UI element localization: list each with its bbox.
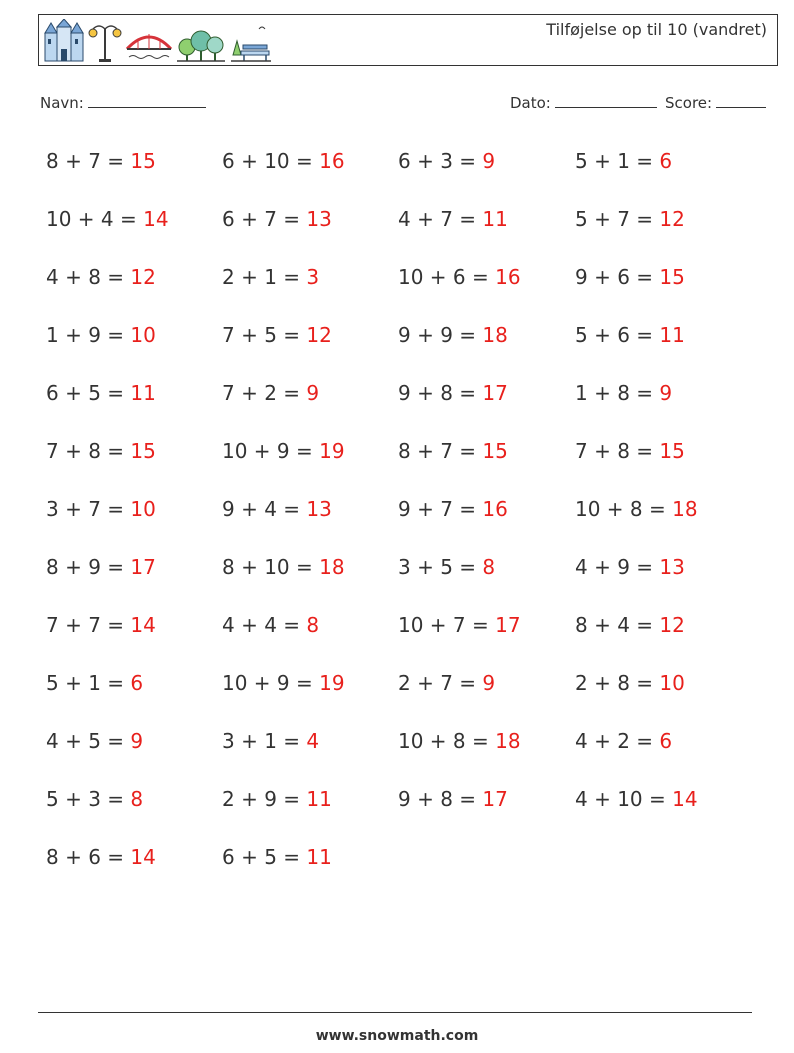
problem-expression: 2 + 1 = (222, 265, 307, 289)
street-lamp-icon (89, 26, 121, 62)
problem-answer: 15 (482, 439, 508, 463)
problem-item (46, 836, 222, 894)
problem-expression: 10 + 9 = (222, 439, 320, 463)
problem-answer: 6 (130, 671, 144, 695)
problem-answer: 13 (659, 555, 685, 579)
problem-expression: 3 + 1 = (222, 729, 307, 753)
problem-item (46, 198, 222, 256)
problem-answer: 12 (130, 265, 156, 289)
problem-expression: 9 + 8 = (398, 787, 483, 811)
date-field (510, 93, 657, 112)
problem-expression: 8 + 7 = (46, 149, 131, 173)
problem-answer: 11 (482, 207, 508, 231)
problem-answer: 15 (659, 439, 685, 463)
problem-expression: 2 + 8 = (575, 671, 660, 695)
problem-answer: 12 (306, 323, 332, 347)
problem-item (222, 546, 398, 604)
problem-item (575, 198, 765, 256)
problem-item (46, 720, 222, 778)
problem-expression: 2 + 7 = (398, 671, 483, 695)
problem-answer: 17 (130, 555, 156, 579)
problem-answer: 11 (659, 323, 685, 347)
problem-item (222, 430, 398, 488)
name-label: Navn: (40, 94, 84, 112)
problem-answer: 12 (659, 207, 685, 231)
problem-item (222, 372, 398, 430)
problem-item (398, 720, 575, 778)
problem-answer: 12 (659, 613, 685, 637)
problem-answer: 8 (130, 787, 144, 811)
problem-expression: 5 + 3 = (46, 787, 131, 811)
problem-expression: 1 + 8 = (575, 381, 660, 405)
problem-answer: 14 (130, 613, 156, 637)
problem-item (222, 778, 398, 836)
problem-item (222, 198, 398, 256)
problem-expression: 7 + 8 = (575, 439, 660, 463)
problem-answer: 8 (482, 555, 496, 579)
problem-expression: 4 + 5 = (46, 729, 131, 753)
problem-answer: 9 (659, 381, 673, 405)
problem-item (575, 256, 765, 314)
problem-answer: 14 (130, 845, 156, 869)
name-blank-line (88, 93, 206, 108)
problem-expression: 7 + 7 = (46, 613, 131, 637)
problem-item (222, 720, 398, 778)
problem-expression: 4 + 9 = (575, 555, 660, 579)
problem-item (575, 488, 765, 546)
problem-answer: 9 (306, 381, 320, 405)
problem-expression: 9 + 8 = (398, 381, 483, 405)
problem-expression: 5 + 6 = (575, 323, 660, 347)
problem-answer: 18 (319, 555, 345, 579)
problem-expression: 8 + 9 = (46, 555, 131, 579)
problem-expression: 10 + 7 = (398, 613, 496, 637)
problem-item (398, 662, 575, 720)
problem-answer: 6 (659, 729, 673, 753)
problem-item (575, 662, 765, 720)
problem-answer: 17 (495, 613, 521, 637)
problem-answer: 13 (306, 497, 332, 521)
problem-expression: 4 + 2 = (575, 729, 660, 753)
problem-item (222, 314, 398, 372)
problem-answer: 16 (482, 497, 508, 521)
problem-answer: 9 (130, 729, 144, 753)
problem-item (46, 546, 222, 604)
problem-answer: 11 (306, 845, 332, 869)
problem-answer: 18 (482, 323, 508, 347)
problem-answer: 19 (319, 671, 345, 695)
problem-item (575, 604, 765, 662)
problem-item (575, 720, 765, 778)
date-blank-line (555, 93, 657, 108)
problem-answer: 4 (306, 729, 320, 753)
problem-item (46, 778, 222, 836)
problem-item (398, 778, 575, 836)
problem-item (575, 546, 765, 604)
problem-answer: 18 (495, 729, 521, 753)
problem-expression: 2 + 9 = (222, 787, 307, 811)
problem-answer: 11 (130, 381, 156, 405)
problem-answer: 8 (306, 613, 320, 637)
problem-expression: 1 + 9 = (46, 323, 131, 347)
worksheet-header (38, 14, 778, 66)
problem-item (222, 140, 398, 198)
problem-item (398, 140, 575, 198)
problem-item (46, 604, 222, 662)
problem-item (46, 372, 222, 430)
problem-expression: 6 + 5 = (222, 845, 307, 869)
problem-answer: 15 (130, 149, 156, 173)
problem-answer: 15 (130, 439, 156, 463)
problem-item (398, 488, 575, 546)
problem-item (398, 430, 575, 488)
problem-expression: 8 + 10 = (222, 555, 320, 579)
problem-item (222, 488, 398, 546)
trees-icon (177, 31, 225, 61)
date-label: Dato: (510, 94, 551, 112)
problem-expression: 9 + 6 = (575, 265, 660, 289)
problem-item (398, 198, 575, 256)
problem-answer: 3 (306, 265, 320, 289)
problem-expression: 8 + 7 = (398, 439, 483, 463)
park-illustration-strip (43, 19, 273, 63)
problem-item (398, 604, 575, 662)
problem-expression: 3 + 7 = (46, 497, 131, 521)
footer-divider (38, 1012, 752, 1013)
problem-item (46, 430, 222, 488)
score-blank-line (716, 93, 766, 108)
problem-expression: 10 + 8 = (398, 729, 496, 753)
problem-answer: 10 (130, 497, 156, 521)
problem-expression: 6 + 7 = (222, 207, 307, 231)
worksheet-title: Tilføjelse op til 10 (vandret) (546, 20, 767, 39)
problem-answer: 10 (130, 323, 156, 347)
problem-answer: 6 (659, 149, 673, 173)
problem-expression: 6 + 3 = (398, 149, 483, 173)
problem-expression: 5 + 1 = (575, 149, 660, 173)
bench-icon (231, 27, 271, 61)
problem-item (46, 140, 222, 198)
problem-item (46, 662, 222, 720)
problem-answer: 17 (482, 381, 508, 405)
problem-expression: 10 + 4 = (46, 207, 144, 231)
problem-answer: 19 (319, 439, 345, 463)
problem-answer: 9 (482, 671, 496, 695)
problem-item (398, 256, 575, 314)
problem-expression: 4 + 10 = (575, 787, 673, 811)
problem-answer: 14 (143, 207, 169, 231)
problem-expression: 4 + 8 = (46, 265, 131, 289)
problem-expression: 7 + 2 = (222, 381, 307, 405)
problem-expression: 7 + 5 = (222, 323, 307, 347)
name-field (40, 93, 206, 112)
problem-answer: 10 (659, 671, 685, 695)
church-icon (45, 19, 83, 61)
problem-answer: 11 (306, 787, 332, 811)
problem-grid (46, 140, 766, 894)
problem-item (575, 140, 765, 198)
problem-answer: 17 (482, 787, 508, 811)
problem-answer: 16 (319, 149, 345, 173)
footer-url: www.snowmath.com (315, 1028, 479, 1044)
problem-expression: 10 + 8 = (575, 497, 673, 521)
problem-item (222, 604, 398, 662)
problem-item (398, 314, 575, 372)
problem-item (575, 778, 765, 836)
problem-expression: 7 + 8 = (46, 439, 131, 463)
problem-answer: 9 (482, 149, 496, 173)
problem-answer: 18 (672, 497, 698, 521)
problem-answer: 13 (306, 207, 332, 231)
problem-expression: 5 + 7 = (575, 207, 660, 231)
problem-expression: 4 + 4 = (222, 613, 307, 637)
problem-expression: 9 + 4 = (222, 497, 307, 521)
problem-item (398, 372, 575, 430)
problem-item (46, 488, 222, 546)
problem-expression: 5 + 1 = (46, 671, 131, 695)
bridge-icon (127, 34, 171, 59)
problem-item (398, 546, 575, 604)
problem-item (575, 372, 765, 430)
problem-item (222, 836, 398, 894)
problem-expression: 10 + 9 = (222, 671, 320, 695)
problem-expression: 8 + 6 = (46, 845, 131, 869)
problem-expression: 6 + 5 = (46, 381, 131, 405)
problem-expression: 4 + 7 = (398, 207, 483, 231)
problem-item (46, 314, 222, 372)
problem-answer: 15 (659, 265, 685, 289)
problem-item (575, 314, 765, 372)
problem-expression: 8 + 4 = (575, 613, 660, 637)
problem-expression: 9 + 7 = (398, 497, 483, 521)
problem-expression: 6 + 10 = (222, 149, 320, 173)
problem-answer: 14 (672, 787, 698, 811)
problem-answer: 16 (495, 265, 521, 289)
problem-item (46, 256, 222, 314)
score-field (665, 93, 766, 112)
problem-expression: 3 + 5 = (398, 555, 483, 579)
problem-expression: 10 + 6 = (398, 265, 496, 289)
problem-expression: 9 + 9 = (398, 323, 483, 347)
score-label: Score: (665, 94, 713, 112)
problem-item (222, 256, 398, 314)
problem-item (575, 430, 765, 488)
problem-item (222, 662, 398, 720)
